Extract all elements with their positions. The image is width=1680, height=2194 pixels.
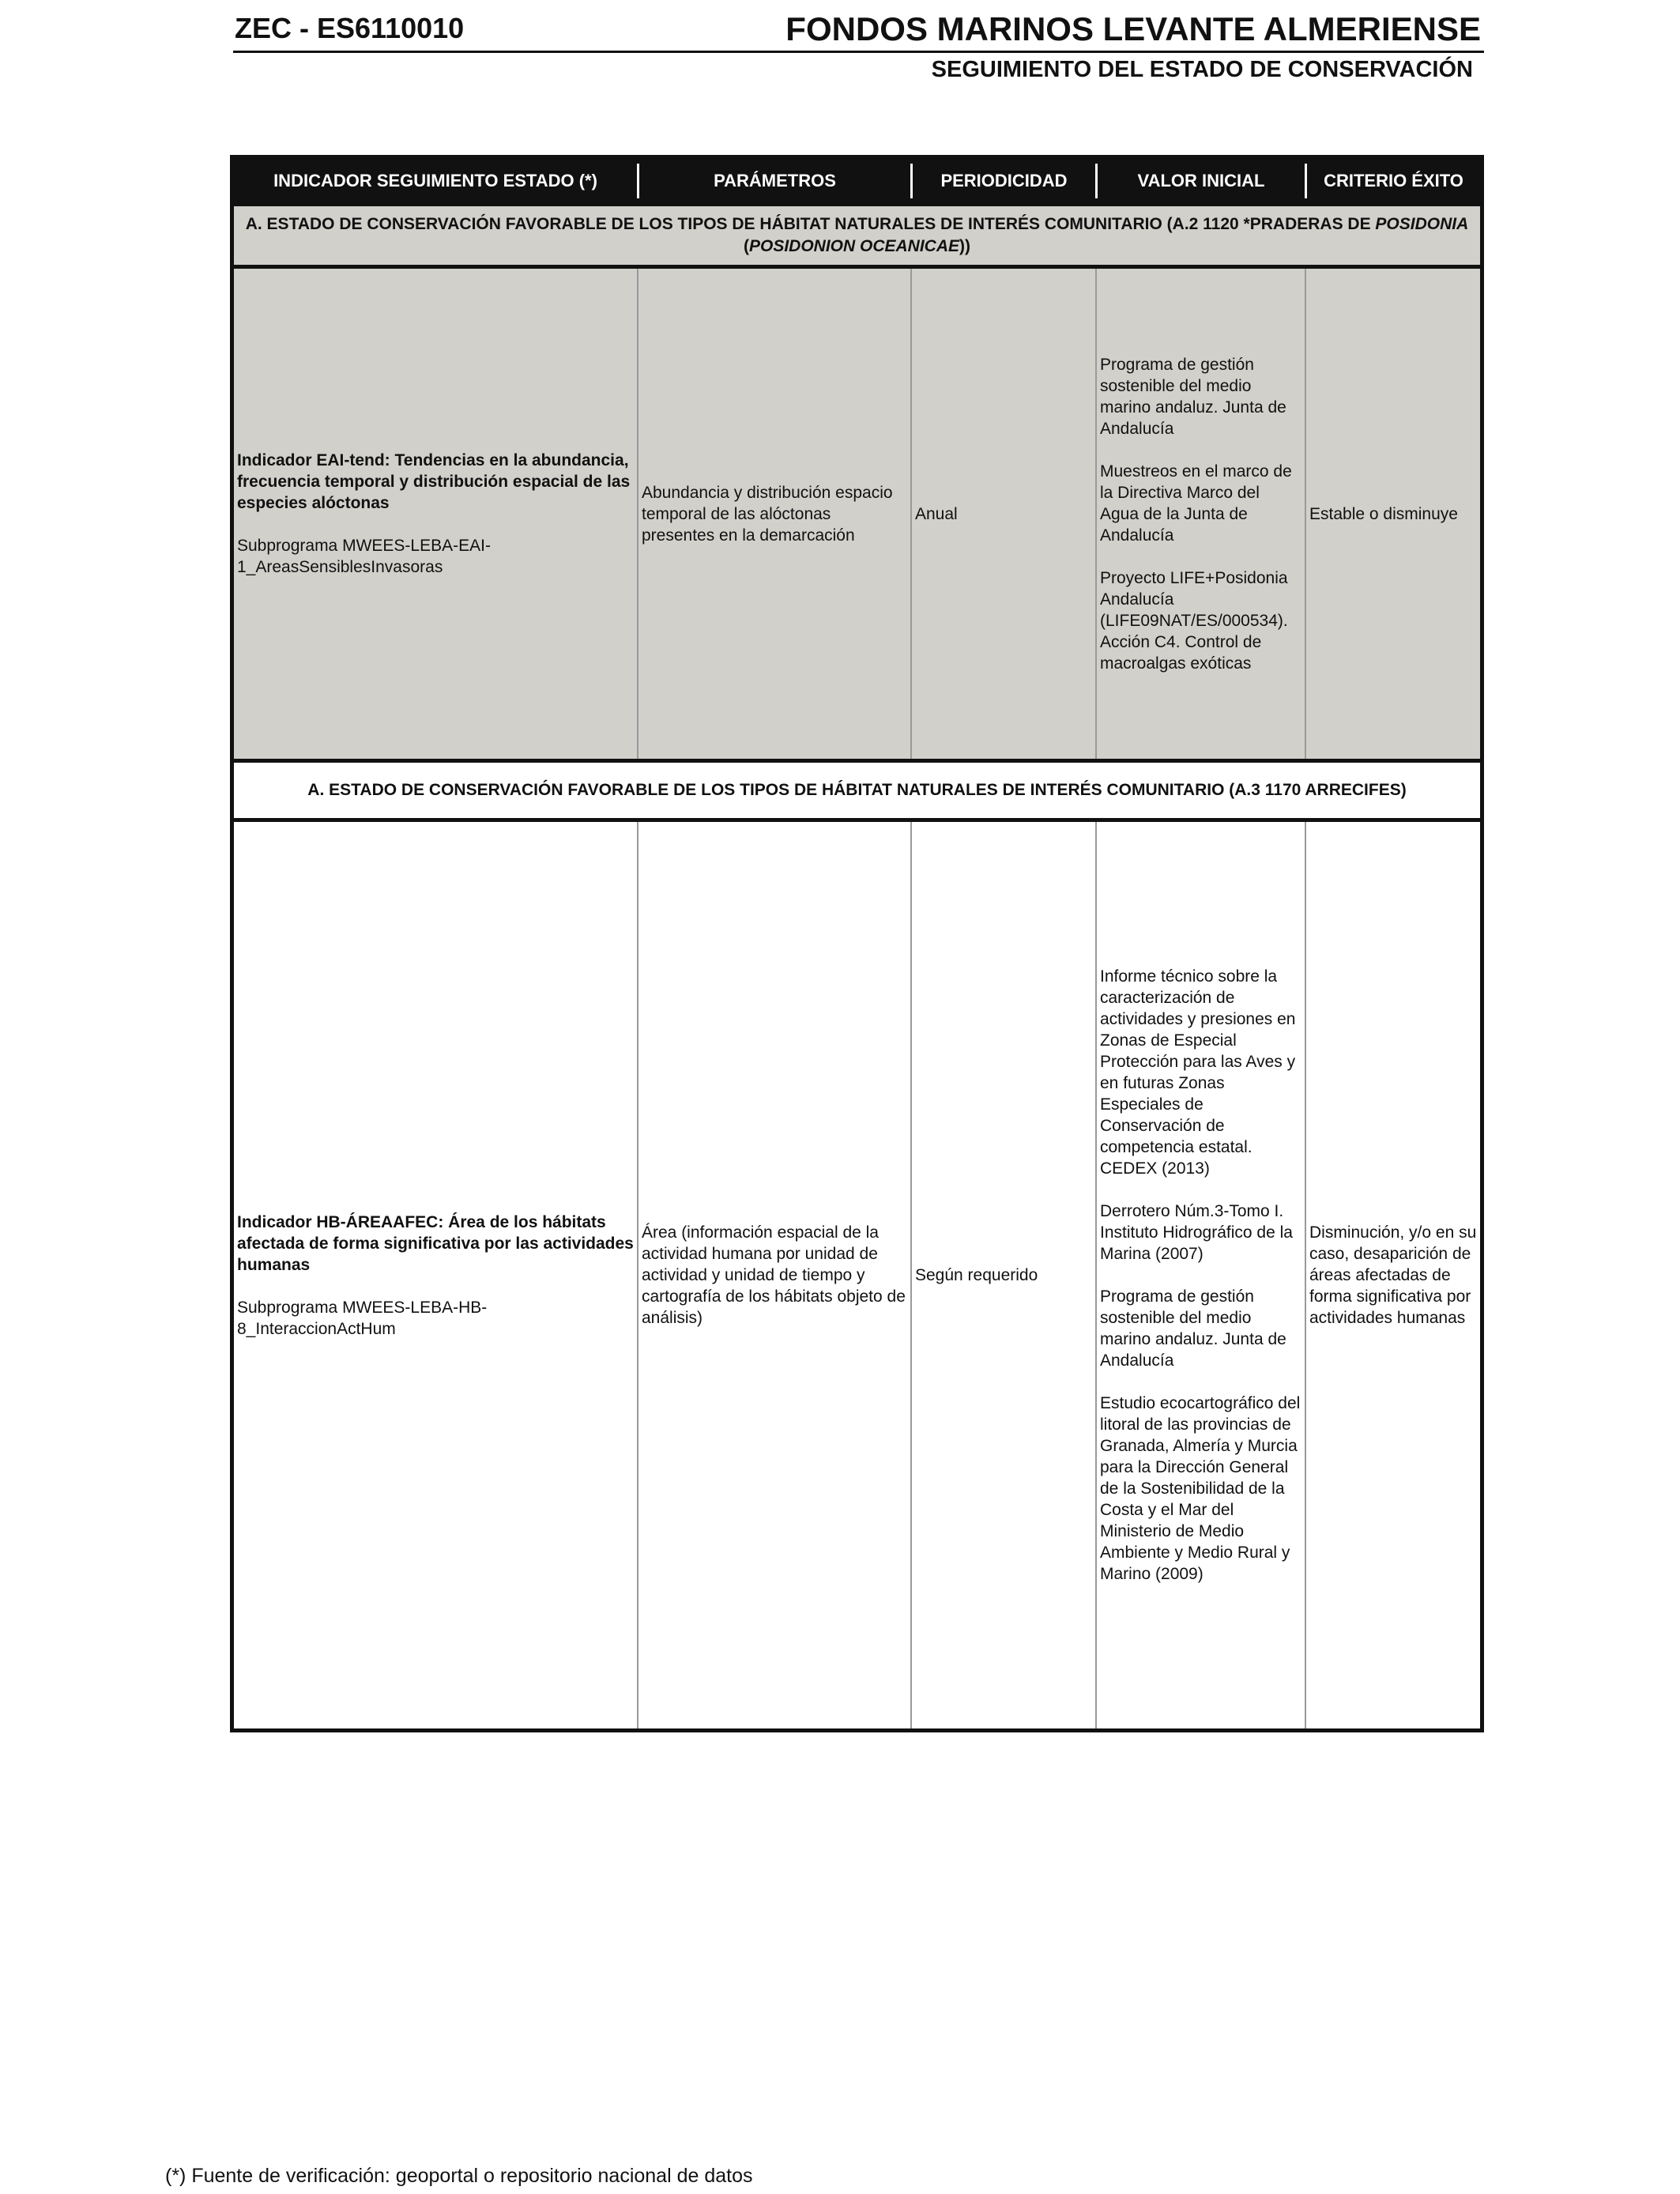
periodicity-text: Según requerido bbox=[915, 1266, 1038, 1284]
success-text: Disminución, y/o en su caso, desaparición de áreas afectadas de forma significativa por actividades humanas bbox=[1309, 1223, 1477, 1327]
table-header bbox=[234, 159, 1480, 202]
table-row bbox=[234, 822, 1480, 1728]
success-cell bbox=[1306, 269, 1480, 759]
indicator-cell bbox=[234, 269, 637, 759]
initial-value-source: Estudio ecocartográfico del litoral de las provincias de Granada, Almería y Murcia para la Dirección General de la Sostenibilidad de la Costa y el Mar del Ministerio de Medio Ambiente y Medio Rural y Marino (2009) bbox=[1100, 1394, 1301, 1583]
section-title-arrecifes: A. ESTADO DE CONSERVACIÓN FAVORABLE DE LOS TIPOS DE HÁBITAT NATURALES DE INTERÉS COMUNITARIO (A.3 1170 ARRECIFES) bbox=[234, 763, 1480, 818]
table-row bbox=[234, 269, 1480, 759]
parameters-cell bbox=[638, 822, 910, 1728]
indicator-subprogram: Subprograma MWEES-LEBA-HB-8_InteraccionActHum bbox=[237, 1298, 488, 1338]
section-title-italic: POSIDONIA bbox=[1375, 214, 1469, 233]
initial-value-source: Proyecto LIFE+Posidonia Andalucía (LIFE09NAT/ES/000534). Acción C4. Control de macroalgas exóticas bbox=[1100, 568, 1288, 673]
monitoring-table bbox=[230, 155, 1484, 1732]
column-header-periodicity: PERIODICIDAD bbox=[940, 170, 1068, 190]
initial-value-source: Muestreos en el marco de la Directiva Marco del Agua de la Junta de Andalucía bbox=[1100, 462, 1292, 545]
footnote: (*) Fuente de verificación: geoportal o repositorio nacional de datos bbox=[165, 2165, 753, 2187]
success-text: Estable o disminuye bbox=[1309, 504, 1458, 523]
section-title-text: )) bbox=[959, 237, 971, 255]
initial-value-source: Informe técnico sobre la caracterización de actividades y presiones en Zonas de Especial Protección para las Aves y en futuras Zonas Especiales de Conservación de competencia estatal. CEDEX (2013) bbox=[1100, 967, 1296, 1178]
column-header-indicator: INDICADOR SEGUIMIENTO ESTADO (*) bbox=[273, 170, 597, 190]
column-header-initial-value: VALOR INICIAL bbox=[1137, 170, 1265, 190]
indicator-title: Indicador EAI-tend: Tendencias en la abundancia, frecuencia temporal y distribución espacial de las especies alóctonas bbox=[237, 451, 631, 512]
site-code: ZEC - ES6110010 bbox=[235, 12, 465, 44]
parameters-text: Abundancia y distribución espacio temporal de las alóctonas presentes en la demarcación bbox=[642, 483, 893, 545]
section-title-text: ( bbox=[743, 237, 749, 255]
initial-value-source: Derrotero Núm.3-Tomo I. Instituto Hidrográfico de la Marina (2007) bbox=[1100, 1202, 1293, 1263]
indicator-subprogram: Subprograma MWEES-LEBA-EAI-1_AreasSensiblesInvasoras bbox=[237, 537, 491, 576]
periodicity-cell bbox=[912, 822, 1095, 1728]
section-title-italic: POSIDONION OCEANICAE bbox=[748, 237, 960, 255]
periodicity-text: Anual bbox=[915, 504, 958, 523]
success-cell bbox=[1306, 822, 1480, 1728]
parameters-cell bbox=[638, 269, 910, 759]
page-title: FONDOS MARINOS LEVANTE ALMERIENSE bbox=[785, 10, 1481, 47]
section-title-posidonia bbox=[234, 206, 1480, 265]
initial-value-source: Programa de gestión sostenible del medio marino andaluz. Junta de Andalucía bbox=[1100, 355, 1286, 438]
initial-value-source: Programa de gestión sostenible del medio marino andaluz. Junta de Andalucía bbox=[1100, 1287, 1286, 1370]
page-subtitle: SEGUIMIENTO DEL ESTADO DE CONSERVACIÓN bbox=[931, 57, 1473, 82]
indicator-cell bbox=[234, 822, 637, 1728]
header-rule bbox=[233, 51, 1484, 53]
initial-value-cell bbox=[1097, 269, 1305, 759]
section-title-text: A. ESTADO DE CONSERVACIÓN FAVORABLE DE LOS TIPOS DE HÁBITAT NATURALES DE INTERÉS COMUNITARIO (A.2 1120 *PRADERAS DE bbox=[245, 214, 1376, 233]
parameters-text: Área (información espacial de la actividad humana por unidad de actividad y unidad de tiempo y cartografía de los hábitats objeto de análisis) bbox=[642, 1223, 906, 1327]
indicator-title: Indicador HB-ÁREAAFEC: Área de los hábitats afectada de forma significativa por las actividades humanas bbox=[237, 1212, 634, 1274]
initial-value-cell bbox=[1097, 822, 1305, 1728]
column-header-parameters: PARÁMETROS bbox=[714, 170, 836, 190]
periodicity-cell bbox=[912, 269, 1095, 759]
column-header-success: CRITERIO ÉXITO bbox=[1324, 170, 1463, 190]
